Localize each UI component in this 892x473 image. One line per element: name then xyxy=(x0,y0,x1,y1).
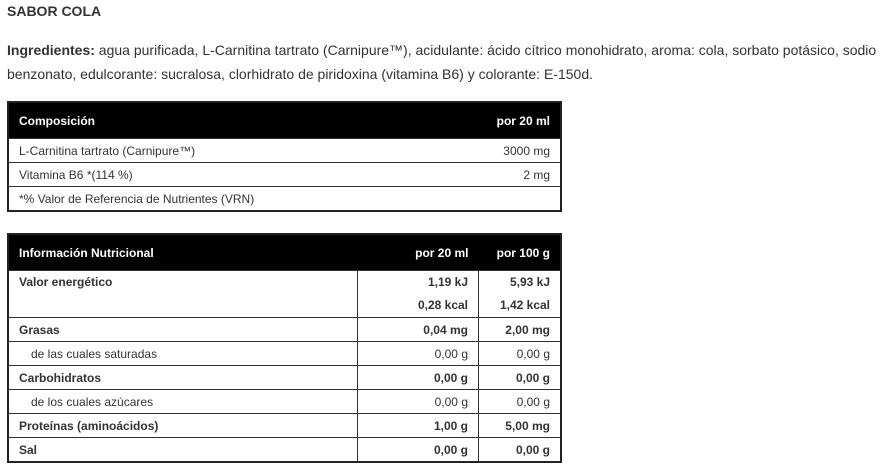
nutrition-cell-per100: 0,00 g xyxy=(479,438,562,463)
table-row xyxy=(8,366,561,390)
nutrition-cell-label: Proteínas (aminoácidos) xyxy=(8,414,358,438)
table-row xyxy=(8,342,561,366)
nutrition-cell-per20: 1,00 g xyxy=(358,414,479,438)
nutrition-header-label: Información Nutricional xyxy=(8,234,358,271)
composition-header-row xyxy=(8,102,561,139)
composition-cell-value: 3000 mg xyxy=(409,139,561,163)
nutrition-header-row xyxy=(8,234,561,271)
nutrition-cell-per20 xyxy=(358,271,479,318)
energy-kj-per20: 1,19 kJ xyxy=(427,275,468,289)
nutrition-cell-per100: 0,00 g xyxy=(479,366,562,390)
nutrition-cell-per20: 0,04 mg xyxy=(358,318,479,342)
table-row xyxy=(8,187,561,212)
nutrition-cell-label: de las cuales saturadas xyxy=(8,342,358,366)
energy-kcal-per20: 0,28 kcal xyxy=(417,298,468,312)
energy-kcal-per100: 1,42 kcal xyxy=(499,298,550,312)
nutrition-cell-label: Valor energético xyxy=(8,271,358,318)
nutrition-cell-per20: 0,00 g xyxy=(358,390,479,414)
table-row xyxy=(8,318,561,342)
ingredients-label: Ingredientes: xyxy=(7,42,95,58)
nutrition-header-per20: por 20 ml xyxy=(358,234,479,271)
nutrition-cell-per20: 0,00 g xyxy=(358,366,479,390)
nutrition-cell-per20: 0,00 g xyxy=(358,342,479,366)
energy-kj-per100: 5,93 kJ xyxy=(509,275,550,289)
table-row xyxy=(8,139,561,163)
nutrition-cell-per100: 0,00 g xyxy=(479,390,562,414)
table-row xyxy=(8,438,561,463)
page-title: SABOR COLA xyxy=(7,3,102,19)
composition-footnote: *% Valor de Referencia de Nutrientes (VRN) xyxy=(8,187,561,212)
nutrition-cell-per100: 0,00 g xyxy=(479,342,562,366)
composition-cell-label: Vitamina B6 *(114 %) xyxy=(8,163,409,187)
composition-table xyxy=(7,101,562,212)
ingredients-paragraph xyxy=(7,38,887,86)
nutrition-cell-per100: 5,00 mg xyxy=(479,414,562,438)
table-row xyxy=(8,414,561,438)
composition-cell-value: 2 mg xyxy=(409,163,561,187)
ingredients-text: agua purificada, L-Carnitina tartrato (Carnipure™), acidulante: ácido cítrico monohidrato, aroma: cola, sorbato potásico, sodio benzonato, edulcorante: sucralosa, clorhidrato de piridoxina (vitamina B6) y colorante: E-150d. xyxy=(7,42,877,82)
nutrition-cell-per100: 2,00 mg xyxy=(479,318,562,342)
nutrition-cell-label: Carbohidratos xyxy=(8,366,358,390)
table-row xyxy=(8,163,561,187)
table-row xyxy=(8,390,561,414)
composition-header-label: Composición xyxy=(8,102,409,139)
composition-cell-label: L-Carnitina tartrato (Carnipure™) xyxy=(8,139,409,163)
nutrition-cell-label: de los cuales azúcares xyxy=(8,390,358,414)
nutrition-cell-per100 xyxy=(479,271,562,318)
nutrition-cell-per20: 0,00 g xyxy=(358,438,479,463)
composition-header-per20: por 20 ml xyxy=(409,102,561,139)
nutrition-cell-label: Grasas xyxy=(8,318,358,342)
table-row xyxy=(8,271,561,318)
nutrition-header-per100: por 100 g xyxy=(479,234,562,271)
nutrition-table xyxy=(7,233,562,463)
nutrition-cell-label: Sal xyxy=(8,438,358,463)
